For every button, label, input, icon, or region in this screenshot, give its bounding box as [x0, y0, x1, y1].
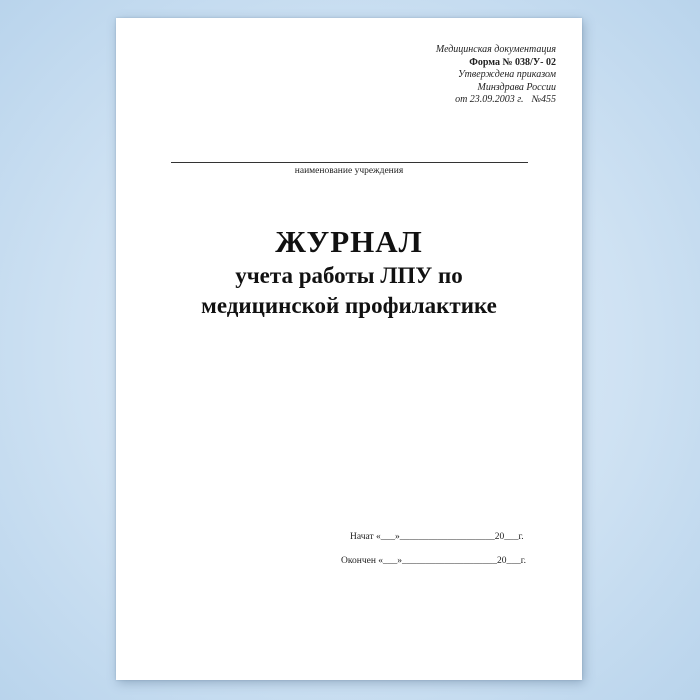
end-date-line: Окончен «___»____________________20___г. [341, 556, 526, 566]
institution-name-line [171, 162, 528, 163]
journal-subtitle [116, 261, 582, 321]
form-doc-type: Медицинская документация [435, 44, 556, 55]
start-date-line: Начат «___»____________________20___г. [350, 532, 524, 542]
form-number: Форма № 038/У- 02 [469, 56, 556, 68]
journal-title: ЖУРНАЛ [275, 224, 423, 259]
journal-cover-page [116, 18, 582, 680]
institution-name-caption: наименование учреждения [294, 166, 404, 176]
form-order-line [436, 94, 556, 107]
journal-subtitle-line2: медицинской профилактике [201, 293, 497, 318]
form-header-block [436, 44, 556, 107]
form-approved-by: Утверждена приказом [457, 69, 556, 80]
form-order-number: №455 [531, 94, 556, 105]
form-ministry: Минздрава России [477, 81, 556, 93]
form-order-date: от 23.09.2003 г. [455, 94, 524, 105]
journal-subtitle-line1: учета работы ЛПУ по [235, 263, 463, 288]
